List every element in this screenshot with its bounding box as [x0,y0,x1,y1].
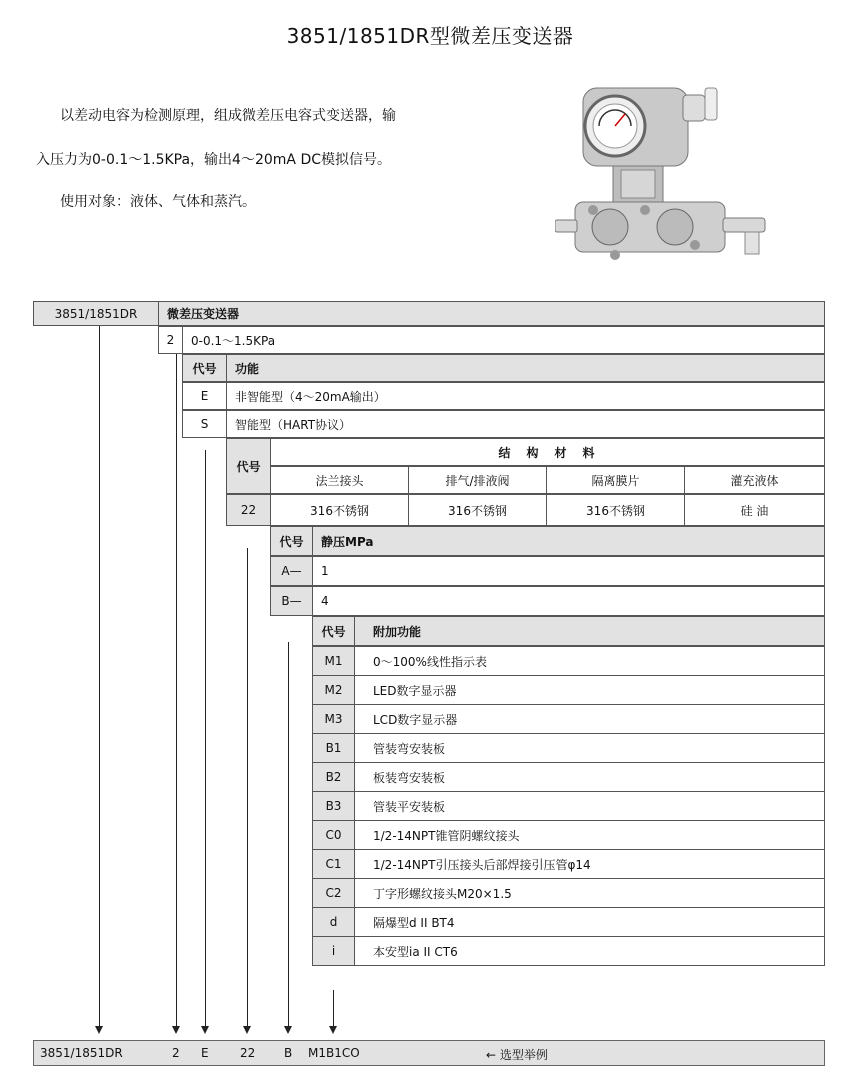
static-code-b: B— [270,586,313,616]
arrow-range-icon [172,1026,180,1034]
options-name-header: 附加功能 [354,616,825,646]
arrow-material-icon [243,1026,251,1034]
function-code-e: E [182,382,227,410]
material-col-fill: 灌充液体 [684,466,825,494]
example-static: B [284,1046,293,1060]
option-desc-m2: LED数字显示器 [354,675,825,705]
option-desc-c1: 1/2-14NPT引压接头后部焊接引压管φ14 [354,849,825,879]
material-value-fill: 硅 油 [684,494,825,526]
option-desc-i: 本安型ia II CT6 [354,936,825,966]
option-code-b2: B2 [312,762,355,792]
option-code-b1: B1 [312,733,355,763]
material-value-vent: 316不锈钢 [408,494,547,526]
intro-line-2: 入压力为0-0.1～1.5KPa，输出4～20mA DC模拟信号。 [36,152,392,168]
leader-line-range [176,354,177,1026]
example-model: 3851/1851DR [40,1046,123,1060]
material-code-22: 22 [226,494,271,526]
option-code-m2: M2 [312,675,355,705]
option-code-b3: B3 [312,791,355,821]
example-options: M1B1CO [308,1046,360,1060]
material-group-header: 结 构 材 料 [270,438,825,466]
material-col-vent: 排气/排液阀 [408,466,547,494]
options-code-header: 代号 [312,616,355,646]
option-code-c0: C0 [312,820,355,850]
option-code-d: d [312,907,355,937]
option-code-m3: M3 [312,704,355,734]
option-code-i: i [312,936,355,966]
option-desc-m3: LCD数字显示器 [354,704,825,734]
leader-line-static [288,642,289,1026]
static-desc-b: 4 [312,586,825,616]
example-row [33,1040,825,1066]
leader-line-options [333,990,334,1026]
material-value-flange: 316不锈钢 [270,494,409,526]
option-desc-b1: 管装弯安装板 [354,733,825,763]
static-name-header: 静压MPa [312,526,825,556]
range-desc-cell: 0-0.1～1.5KPa [182,326,825,354]
option-desc-c2: 丁字形螺纹接头M20×1.5 [354,878,825,908]
arrow-options-icon [329,1026,337,1034]
leader-line-model [99,326,100,1026]
example-function: E [201,1046,209,1060]
static-code-a: A— [270,556,313,586]
option-desc-c0: 1/2-14NPT锥管阴螺纹接头 [354,820,825,850]
arrow-model-icon [95,1026,103,1034]
option-desc-m1: 0～100%线性指示表 [354,646,825,676]
intro-line-1: 以差动电容为检测原理，组成微差压电容式变送器，输 [60,108,396,124]
leader-line-material [247,548,248,1026]
model-code-cell: 3851/1851DR [33,301,159,326]
leader-line-function [205,450,206,1026]
option-code-c2: C2 [312,878,355,908]
function-code-s: S [182,410,227,438]
pressure-transmitter-photo [555,70,770,285]
option-code-c1: C1 [312,849,355,879]
function-name-header: 功能 [226,354,825,382]
option-desc-b2: 板装弯安装板 [354,762,825,792]
product-name-cell: 微差压变送器 [158,301,825,326]
material-code-header: 代号 [226,438,271,494]
static-desc-a: 1 [312,556,825,586]
function-desc-e: 非智能型（4～20mA输出） [226,382,825,410]
range-code-cell: 2 [158,326,183,354]
option-code-m1: M1 [312,646,355,676]
intro-line-3: 使用对象：液体、气体和蒸汽。 [60,194,256,210]
arrow-function-icon [201,1026,209,1034]
function-desc-s: 智能型（HART协议） [226,410,825,438]
arrow-static-icon [284,1026,292,1034]
option-desc-d: 隔爆型d II BT4 [354,907,825,937]
material-col-diaphragm: 隔离膜片 [546,466,685,494]
material-col-flange: 法兰接头 [270,466,409,494]
function-code-header: 代号 [182,354,227,382]
page-title: 3851/1851DR型微差压变送器 [286,24,574,48]
material-value-diaphragm: 316不锈钢 [546,494,685,526]
example-material: 22 [240,1046,256,1060]
example-range: 2 [172,1046,180,1060]
option-desc-b3: 管装平安装板 [354,791,825,821]
static-code-header: 代号 [270,526,313,556]
example-label: ← 选型举例 [486,1048,548,1062]
